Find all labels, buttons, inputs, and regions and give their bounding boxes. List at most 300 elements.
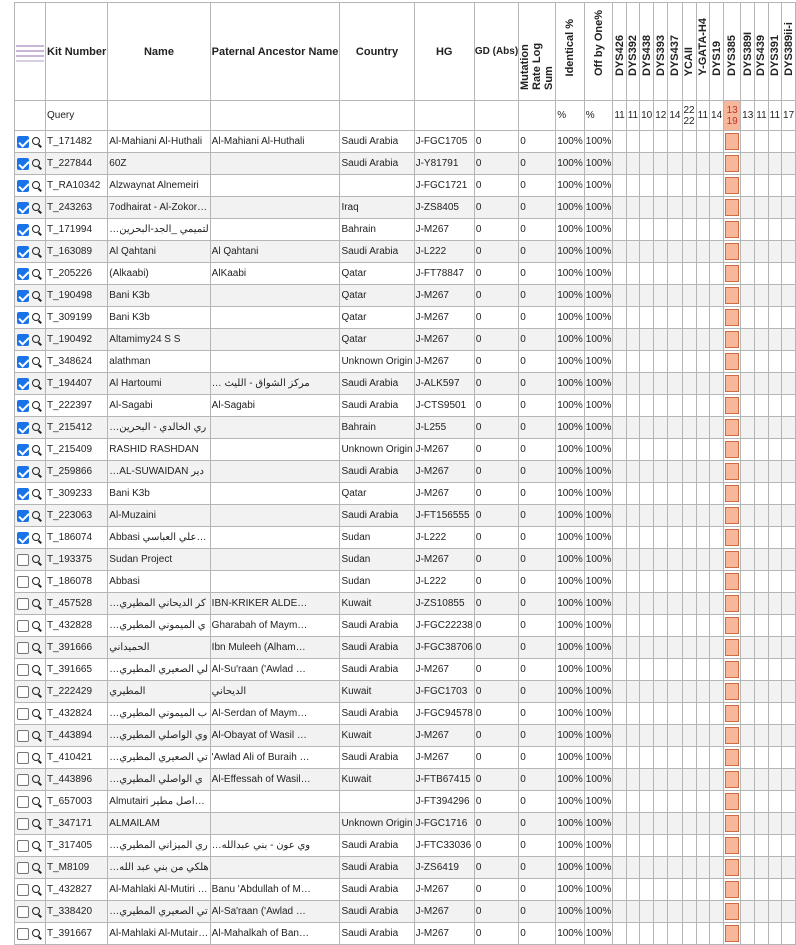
cell-marker [640,285,654,307]
marker-highlight-swatch [725,265,739,282]
search-icon[interactable] [32,291,40,299]
cell-marker [782,637,796,659]
row-checkbox[interactable] [17,246,29,258]
row-checkbox[interactable] [17,708,29,720]
cell-name: …AL-SUWAIDAN دير [108,461,210,483]
cell-marker [626,175,639,197]
cell-off-by-one: 100% [584,879,613,901]
cell-off-by-one: 100% [584,505,613,527]
search-icon[interactable] [32,731,40,739]
cell-marker [613,703,626,725]
cell-country: Sudan [340,571,414,593]
cell-marker [768,571,781,593]
cell-marker [724,923,741,945]
search-icon[interactable] [32,643,40,651]
cell-marker [613,219,626,241]
row-checkbox[interactable] [17,444,29,456]
cell-marker [741,395,755,417]
cell-haplogroup: J-M267 [414,483,474,505]
cell-mutation-rate: 0 [519,549,556,571]
table-row [15,461,796,483]
cell-marker [710,637,724,659]
cell-marker [668,219,682,241]
cell-gd: 0 [474,219,518,241]
cell-country: Qatar [340,285,414,307]
cell-marker [696,659,709,681]
cell-marker [710,725,724,747]
cell-marker [741,131,755,153]
header-marker[interactable] [696,3,709,101]
row-checkbox[interactable] [17,818,29,830]
cell-marker [682,615,696,637]
cell-marker [640,329,654,351]
cell-marker [755,395,768,417]
cell-marker [724,857,741,879]
cell-marker [768,175,781,197]
search-icon[interactable] [32,709,40,717]
table-row [15,483,796,505]
row-checkbox[interactable] [17,356,29,368]
cell-country: Unknown Origin [340,351,414,373]
header-marker[interactable] [626,3,639,101]
cell-marker [768,285,781,307]
cell-marker [613,153,626,175]
search-icon[interactable] [32,489,40,497]
cell-marker [682,813,696,835]
cell-country: Qatar [340,483,414,505]
search-icon[interactable] [32,467,40,475]
cell-marker [768,879,781,901]
table-row [15,615,796,637]
marker-highlight-swatch [725,661,739,678]
row-checkbox[interactable] [17,576,29,588]
search-icon[interactable] [32,423,40,431]
row-checkbox[interactable] [17,488,29,500]
cell-gd: 0 [474,153,518,175]
cell-marker [768,307,781,329]
cell-identical: 100% [556,813,585,835]
query-blank [15,101,46,131]
header-marker[interactable] [724,3,741,101]
marker-highlight-swatch [725,573,739,590]
row-checkbox[interactable] [17,180,29,192]
search-icon[interactable] [32,687,40,695]
search-icon[interactable] [32,819,40,827]
cell-marker [682,197,696,219]
cell-marker [654,483,668,505]
search-icon[interactable] [32,929,40,937]
header-marker[interactable] [654,3,668,101]
header-marker[interactable] [755,3,768,101]
row-checkbox[interactable] [17,840,29,852]
row-checkbox[interactable] [17,730,29,742]
cell-marker [668,857,682,879]
cell-marker [741,769,755,791]
header-name[interactable]: Name [108,3,210,101]
header-marker[interactable] [682,3,696,101]
cell-marker [768,857,781,879]
cell-marker [626,813,639,835]
cell-marker [710,615,724,637]
row-checkbox[interactable] [17,884,29,896]
search-icon[interactable] [32,269,40,277]
cell-marker [696,461,709,483]
row-checkbox[interactable] [17,554,29,566]
cell-marker [654,351,668,373]
cell-marker [710,659,724,681]
cell-marker [654,461,668,483]
cell-identical: 100% [556,219,585,241]
cell-marker [682,769,696,791]
cell-marker [696,483,709,505]
search-icon[interactable] [32,335,40,343]
header-marker[interactable] [613,3,626,101]
cell-marker [782,923,796,945]
cell-marker [755,307,768,329]
cell-gd: 0 [474,439,518,461]
row-checkbox[interactable] [17,686,29,698]
row-checkbox[interactable] [17,334,29,346]
header-hg[interactable]: HG [414,3,474,101]
row-controls [15,879,46,901]
search-icon[interactable] [32,621,40,629]
cell-identical: 100% [556,241,585,263]
cell-marker [626,571,639,593]
row-checkbox[interactable] [17,510,29,522]
cell-name: Al-Mahiani Al-Huthali [108,131,210,153]
header-paternal-ancestor[interactable]: Paternal Ancestor Name [210,3,340,101]
cell-marker [682,153,696,175]
cell-marker [640,813,654,835]
header-marker[interactable] [710,3,724,101]
header-identical[interactable] [556,3,585,101]
cell-marker [668,483,682,505]
cell-haplogroup: J-FTC33036 [414,835,474,857]
cell-name: Sudan Project [108,549,210,571]
cell-marker [626,923,639,945]
cell-mutation-rate: 0 [519,483,556,505]
cell-marker [741,263,755,285]
search-icon[interactable] [32,203,40,211]
cell-identical: 100% [556,703,585,725]
cell-marker [696,769,709,791]
search-icon[interactable] [32,313,40,321]
table-row [15,285,796,307]
search-icon[interactable] [32,401,40,409]
row-checkbox[interactable] [17,158,29,170]
search-icon[interactable] [32,797,40,805]
cell-haplogroup: J-M267 [414,439,474,461]
search-icon[interactable] [32,665,40,673]
cell-marker [782,857,796,879]
row-controls [15,483,46,505]
row-checkbox[interactable] [17,796,29,808]
search-icon[interactable] [32,863,40,871]
row-checkbox[interactable] [17,862,29,874]
cell-kit-number: T_163089 [46,241,108,263]
cell-marker [710,307,724,329]
cell-mutation-rate: 0 [519,769,556,791]
search-icon[interactable] [32,841,40,849]
cell-marker [755,461,768,483]
header-kit-number[interactable]: Kit Number [46,3,108,101]
cell-marker [741,703,755,725]
marker-highlight-swatch [725,243,739,260]
cell-country: Bahrain [340,219,414,241]
cell-marker [696,615,709,637]
search-icon[interactable] [32,907,40,915]
row-checkbox[interactable] [17,598,29,610]
cell-off-by-one: 100% [584,813,613,835]
query-marker-value: 11 [613,101,626,131]
table-row [15,175,796,197]
cell-marker [682,857,696,879]
cell-mutation-rate: 0 [519,791,556,813]
cell-marker [626,263,639,285]
search-icon[interactable] [32,445,40,453]
row-checkbox[interactable] [17,466,29,478]
cell-marker [782,681,796,703]
search-icon[interactable] [32,753,40,761]
cell-haplogroup: J-M267 [414,901,474,923]
header-mutation-rate[interactable] [519,3,556,101]
cell-marker [724,241,741,263]
row-checkbox[interactable] [17,906,29,918]
cell-country: Saudi Arabia [340,659,414,681]
cell-marker [682,307,696,329]
table-row [15,417,796,439]
marker-highlight-swatch [725,353,739,370]
cell-marker [640,571,654,593]
cell-marker [782,131,796,153]
cell-marker [741,175,755,197]
query-marker-value: 11 [768,101,781,131]
cell-paternal-ancestor [210,857,340,879]
search-icon[interactable] [32,225,40,233]
cell-haplogroup: J-FGC38706 [414,637,474,659]
header-marker[interactable] [640,3,654,101]
cell-mutation-rate: 0 [519,681,556,703]
cell-marker [654,131,668,153]
search-icon[interactable] [32,775,40,783]
search-icon[interactable] [32,159,40,167]
marker-highlight-swatch [725,639,739,656]
cell-marker [640,197,654,219]
header-marker[interactable] [668,3,682,101]
cell-identical: 100% [556,725,585,747]
cell-marker [682,923,696,945]
header-marker[interactable] [741,3,755,101]
cell-marker [724,219,741,241]
cell-marker [613,681,626,703]
search-icon[interactable] [32,181,40,189]
search-icon[interactable] [32,137,40,145]
cell-marker [782,307,796,329]
cell-haplogroup: J-L222 [414,527,474,549]
row-checkbox[interactable] [17,752,29,764]
row-checkbox[interactable] [17,378,29,390]
cell-paternal-ancestor: IBN-KRIKER ALDE… [210,593,340,615]
cell-marker [768,153,781,175]
cell-kit-number: T_215412 [46,417,108,439]
cell-off-by-one: 100% [584,285,613,307]
header-off-by-one[interactable] [584,3,613,101]
marker-highlight-swatch [725,133,739,150]
cell-marker [755,153,768,175]
row-checkbox[interactable] [17,620,29,632]
cell-marker [782,879,796,901]
cell-marker [613,923,626,945]
row-checkbox[interactable] [17,422,29,434]
row-checkbox[interactable] [17,290,29,302]
cell-marker [782,659,796,681]
cell-marker [613,461,626,483]
header-country[interactable]: Country [340,3,414,101]
cell-off-by-one: 100% [584,131,613,153]
cell-marker [626,835,639,857]
cell-marker [613,197,626,219]
row-checkbox[interactable] [17,928,29,940]
cell-mutation-rate: 0 [519,241,556,263]
cell-mutation-rate: 0 [519,615,556,637]
cell-kit-number: T_391666 [46,637,108,659]
cell-marker [696,549,709,571]
cell-off-by-one: 100% [584,835,613,857]
marker-highlight-swatch [725,837,739,854]
row-checkbox[interactable] [17,136,29,148]
cell-paternal-ancestor: Banu 'Abdullah of M… [210,879,340,901]
cell-kit-number: T_338420 [46,901,108,923]
cell-name: …لتميمي _الجد-البحرين [108,219,210,241]
search-icon[interactable] [32,247,40,255]
cell-kit-number: T_443894 [46,725,108,747]
marker-highlight-swatch [725,793,739,810]
cell-country [340,791,414,813]
row-controls [15,417,46,439]
header-gd[interactable]: GD (Abs) [474,3,518,101]
cell-kit-number: T_457528 [46,593,108,615]
cell-haplogroup: J-L222 [414,241,474,263]
cell-marker [696,879,709,901]
row-checkbox[interactable] [17,664,29,676]
cell-off-by-one: 100% [584,659,613,681]
cell-marker [724,659,741,681]
cell-marker [640,483,654,505]
cell-marker [626,153,639,175]
row-controls [15,527,46,549]
cell-marker [640,857,654,879]
cell-marker [724,461,741,483]
cell-marker [654,527,668,549]
cell-marker [768,351,781,373]
cell-kit-number: T_348624 [46,351,108,373]
cell-off-by-one: 100% [584,417,613,439]
cell-marker [682,549,696,571]
cell-mutation-rate: 0 [519,285,556,307]
cell-country: Saudi Arabia [340,373,414,395]
cell-off-by-one: 100% [584,593,613,615]
table-row [15,373,796,395]
cell-country: Saudi Arabia [340,703,414,725]
row-checkbox[interactable] [17,224,29,236]
cell-marker [613,439,626,461]
row-checkbox[interactable] [17,400,29,412]
cell-identical: 100% [556,439,585,461]
cell-marker [755,791,768,813]
cell-identical: 100% [556,329,585,351]
row-checkbox[interactable] [17,268,29,280]
row-checkbox[interactable] [17,774,29,786]
cell-kit-number: T_309233 [46,483,108,505]
query-empty [474,101,518,131]
search-icon[interactable] [32,555,40,563]
query-identical: % [556,101,585,131]
cell-marker [640,879,654,901]
cell-marker [768,505,781,527]
row-checkbox[interactable] [17,202,29,214]
cell-marker [613,417,626,439]
cell-identical: 100% [556,747,585,769]
cell-off-by-one: 100% [584,439,613,461]
cell-marker [741,527,755,549]
cell-marker [724,879,741,901]
query-marker-value: 11 [696,101,709,131]
cell-marker [668,505,682,527]
cell-gd: 0 [474,571,518,593]
cell-kit-number: T_391665 [46,659,108,681]
cell-haplogroup: J-FGC1705 [414,131,474,153]
cell-marker [640,263,654,285]
cell-haplogroup: J-FGC1721 [414,175,474,197]
cell-country: Qatar [340,263,414,285]
header-marker[interactable] [782,3,796,101]
header-marker[interactable] [768,3,781,101]
cell-marker [654,703,668,725]
search-icon[interactable] [32,511,40,519]
cell-marker [768,923,781,945]
row-checkbox[interactable] [17,532,29,544]
cell-paternal-ancestor: Al-Effessah of Wasil… [210,769,340,791]
cell-name: …ب الميموني المطيري [108,703,210,725]
search-icon[interactable] [32,357,40,365]
row-checkbox[interactable] [17,312,29,324]
cell-identical: 100% [556,879,585,901]
header-off-by-one-label: Off by One% [592,9,605,76]
cell-haplogroup: J-L255 [414,417,474,439]
cell-marker [668,351,682,373]
search-icon[interactable] [32,885,40,893]
search-icon[interactable] [32,577,40,585]
cell-marker [654,373,668,395]
cell-marker [696,417,709,439]
search-icon[interactable] [32,379,40,387]
cell-marker [696,857,709,879]
table-row [15,571,796,593]
cell-name: 60Z [108,153,210,175]
search-icon[interactable] [32,533,40,541]
cell-marker [682,835,696,857]
query-empty [210,101,340,131]
cell-country: Sudan [340,527,414,549]
cell-mutation-rate: 0 [519,373,556,395]
row-checkbox[interactable] [17,642,29,654]
cell-marker [755,285,768,307]
search-icon[interactable] [32,599,40,607]
cell-marker [741,373,755,395]
cell-marker [768,769,781,791]
cell-paternal-ancestor [210,285,340,307]
cell-marker [640,901,654,923]
